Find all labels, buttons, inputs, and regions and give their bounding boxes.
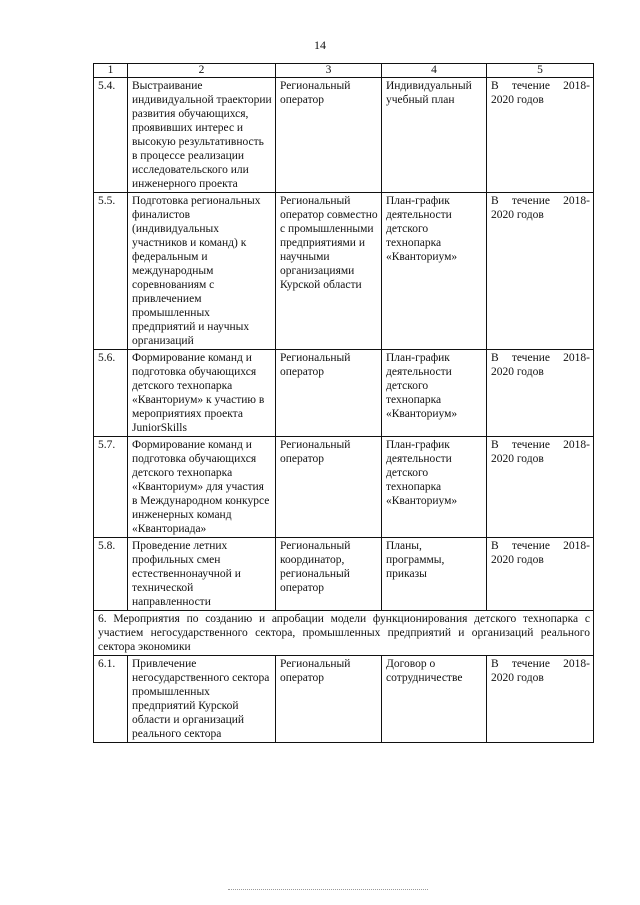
period-cell: В течение 2018-2020 годов [487, 656, 594, 743]
row-number: 6.1. [94, 656, 128, 743]
period-cell: В течение 2018-2020 годов [487, 538, 594, 611]
activity-cell: Проведение летних профильных смен естественнонаучной и технической направленности [128, 538, 276, 611]
row-number: 5.8. [94, 538, 128, 611]
column-number-5: 5 [487, 64, 594, 78]
section-row [94, 611, 594, 656]
column-number-1: 1 [94, 64, 128, 78]
period-cell: В течение 2018-2020 годов [487, 350, 594, 437]
responsible-cell: Региональный оператор совместно с промышленными предприятиями и научными организациями Курской области [276, 193, 382, 350]
table-row [94, 437, 594, 538]
section-title: 6. Мероприятия по созданию и апробации модели функционирования детского технопарка с участием негосударственного сектора, промышленных предприятий и организаций реального сектора экономики [94, 611, 594, 656]
activity-cell: Подготовка региональных финалистов (индивидуальных участников и команд) к федеральным и международным соревнованиям с привлечением промышленных предприятий и научных организаций [128, 193, 276, 350]
column-number-4: 4 [382, 64, 487, 78]
responsible-cell: Региональный координатор, региональный оператор [276, 538, 382, 611]
column-number-2: 2 [128, 64, 276, 78]
table-row [94, 193, 594, 350]
row-number: 5.7. [94, 437, 128, 538]
period-cell: В течение 2018-2020 годов [487, 193, 594, 350]
activity-cell: Привлечение негосударственного сектора промышленных предприятий Курской области и организаций реального сектора [128, 656, 276, 743]
row-number: 5.5. [94, 193, 128, 350]
column-number-3: 3 [276, 64, 382, 78]
document-cell: Индивидуальный учебный план [382, 78, 487, 193]
document-cell: Планы, программы, приказы [382, 538, 487, 611]
activity-table [93, 63, 594, 743]
row-number: 5.4. [94, 78, 128, 193]
period-cell: В течение 2018-2020 годов [487, 78, 594, 193]
activity-cell: Выстраивание индивидуальной траектории развития обучающихся, проявивших интерес и высокую результативность в процессе реализации исследовательского или инженерного проекта [128, 78, 276, 193]
activity-cell: Формирование команд и подготовка обучающихся детского технопарка «Кванториум» для участия в Международном конкурсе инженерных команд «Кванториада» [128, 437, 276, 538]
responsible-cell: Региональный оператор [276, 350, 382, 437]
document-cell: План-график деятельности детского технопарка «Кванториум» [382, 193, 487, 350]
responsible-cell: Региональный оператор [276, 78, 382, 193]
table-header-row [94, 64, 594, 78]
document-cell: План-график деятельности детского технопарка «Кванториум» [382, 350, 487, 437]
activity-cell: Формирование команд и подготовка обучающихся детского технопарка «Кванториум» к участию в мероприятиях проекта JuniorSkills [128, 350, 276, 437]
table-row [94, 538, 594, 611]
page-number: 14 [314, 38, 326, 52]
footer-divider [228, 889, 428, 890]
table-row [94, 656, 594, 743]
table-row [94, 78, 594, 193]
period-cell: В течение 2018-2020 годов [487, 437, 594, 538]
document-cell: План-график деятельности детского технопарка «Кванториум» [382, 437, 487, 538]
responsible-cell: Региональный оператор [276, 437, 382, 538]
document-cell: Договор о сотрудничестве [382, 656, 487, 743]
responsible-cell: Региональный оператор [276, 656, 382, 743]
row-number: 5.6. [94, 350, 128, 437]
table-row [94, 350, 594, 437]
